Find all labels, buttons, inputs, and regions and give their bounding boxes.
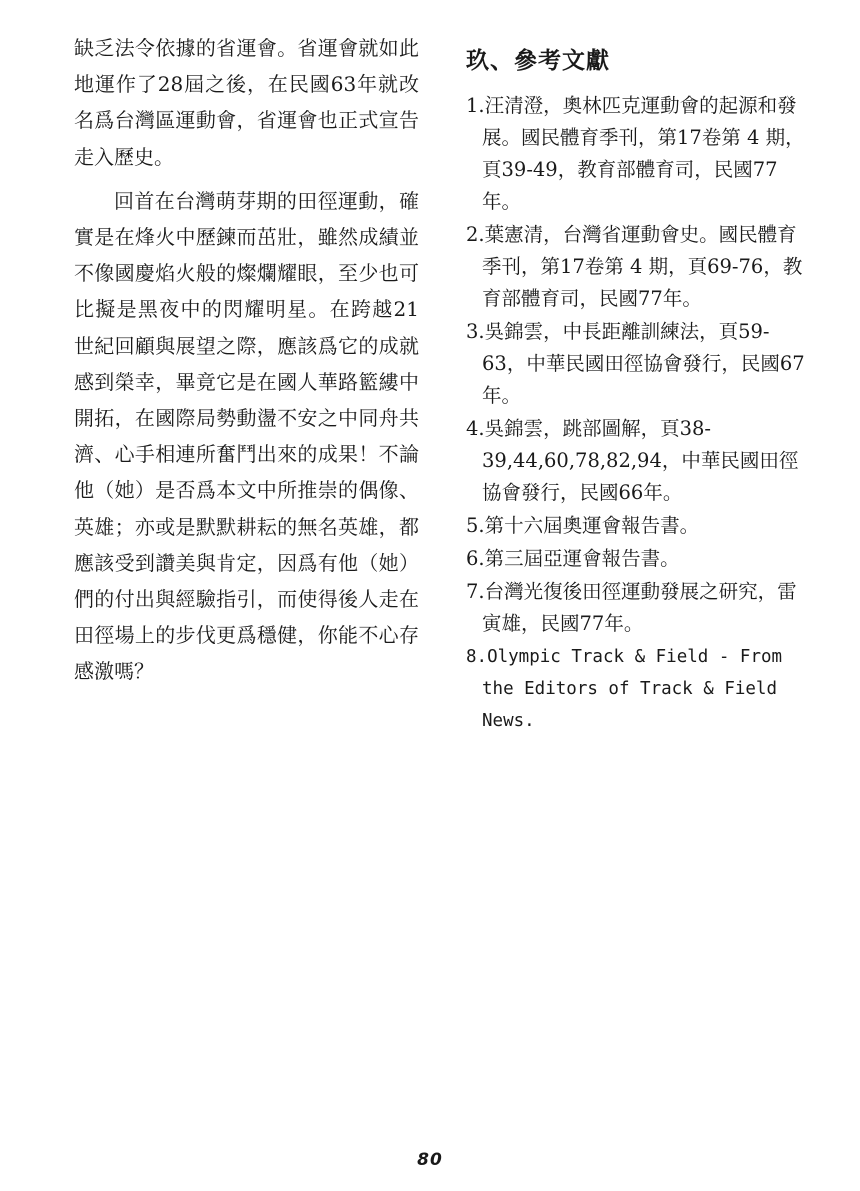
reference-item-4: 4.吳錦雲，跳部圖解，頁38-39,44,60,78,82,94，中華民國田徑協會發行，民國66年。 (466, 417, 799, 504)
reference-item-8: 8.Olympic Track & Field - From the Editors of Track & Field News. (466, 647, 783, 731)
reference-list (466, 90, 806, 738)
body-text-column (74, 30, 419, 690)
references-heading: 玖、參考文獻 (466, 48, 610, 74)
reference-item-1: 1.汪清澄，奧林匹克運動會的起源和發展。國民體育季刊，第17卷第 4 期，頁39-49，教育部體育司，民國77年。 (466, 94, 805, 213)
reference-item-2: 2.葉憲清，台灣省運動會史。國民體育季刊，第17卷第 4 期，頁69-76，教育部體育司，民國77年。 (466, 223, 803, 310)
page-number: 80 (417, 1150, 443, 1170)
reference-item-7: 7.台灣光復後田徑運動發展之研究，雷寅雄，民國77年。 (466, 580, 797, 635)
paragraph-intro: 缺乏法令依據的省運會。省運會就如此地運作了28屆之後，在民國63年就改名爲台灣區運動會，省運會也正式宣告走入歷史。 (74, 36, 419, 169)
reference-item-6: 6.第三屆亞運會報告書。 (466, 547, 680, 570)
paragraph-reflection: 回首在台灣萌芽期的田徑運動，確實是在烽火中歷鍊而茁壯，雖然成績並不像國慶焰火般的燦爛耀眼，至少也可比擬是黑夜中的閃耀明星。在跨越21世紀回顧與展望之際，應該爲它的成就感到榮幸，畢竟它是在國人華路籃縷中開拓，在國際局勢動盪不安之中同舟共濟、心手相連所奮鬥出來的成果！不論他（她）是否爲本文中所推崇的偶像、英雄；亦或是默默耕耘的無名英雄，都應該受到讚美與肯定，因爲有他（她）們的付出與經驗指引，而使得後人走在田徑場上的步伐更爲穩健，你能不心存感激嗎？ (74, 188, 419, 684)
reference-item-5: 5.第十六屆奧運會報告書。 (466, 514, 700, 537)
reference-item-3: 3.吳錦雲，中長距離訓練法，頁59-63，中華民國田徑協會發行，民國67年。 (466, 320, 805, 407)
